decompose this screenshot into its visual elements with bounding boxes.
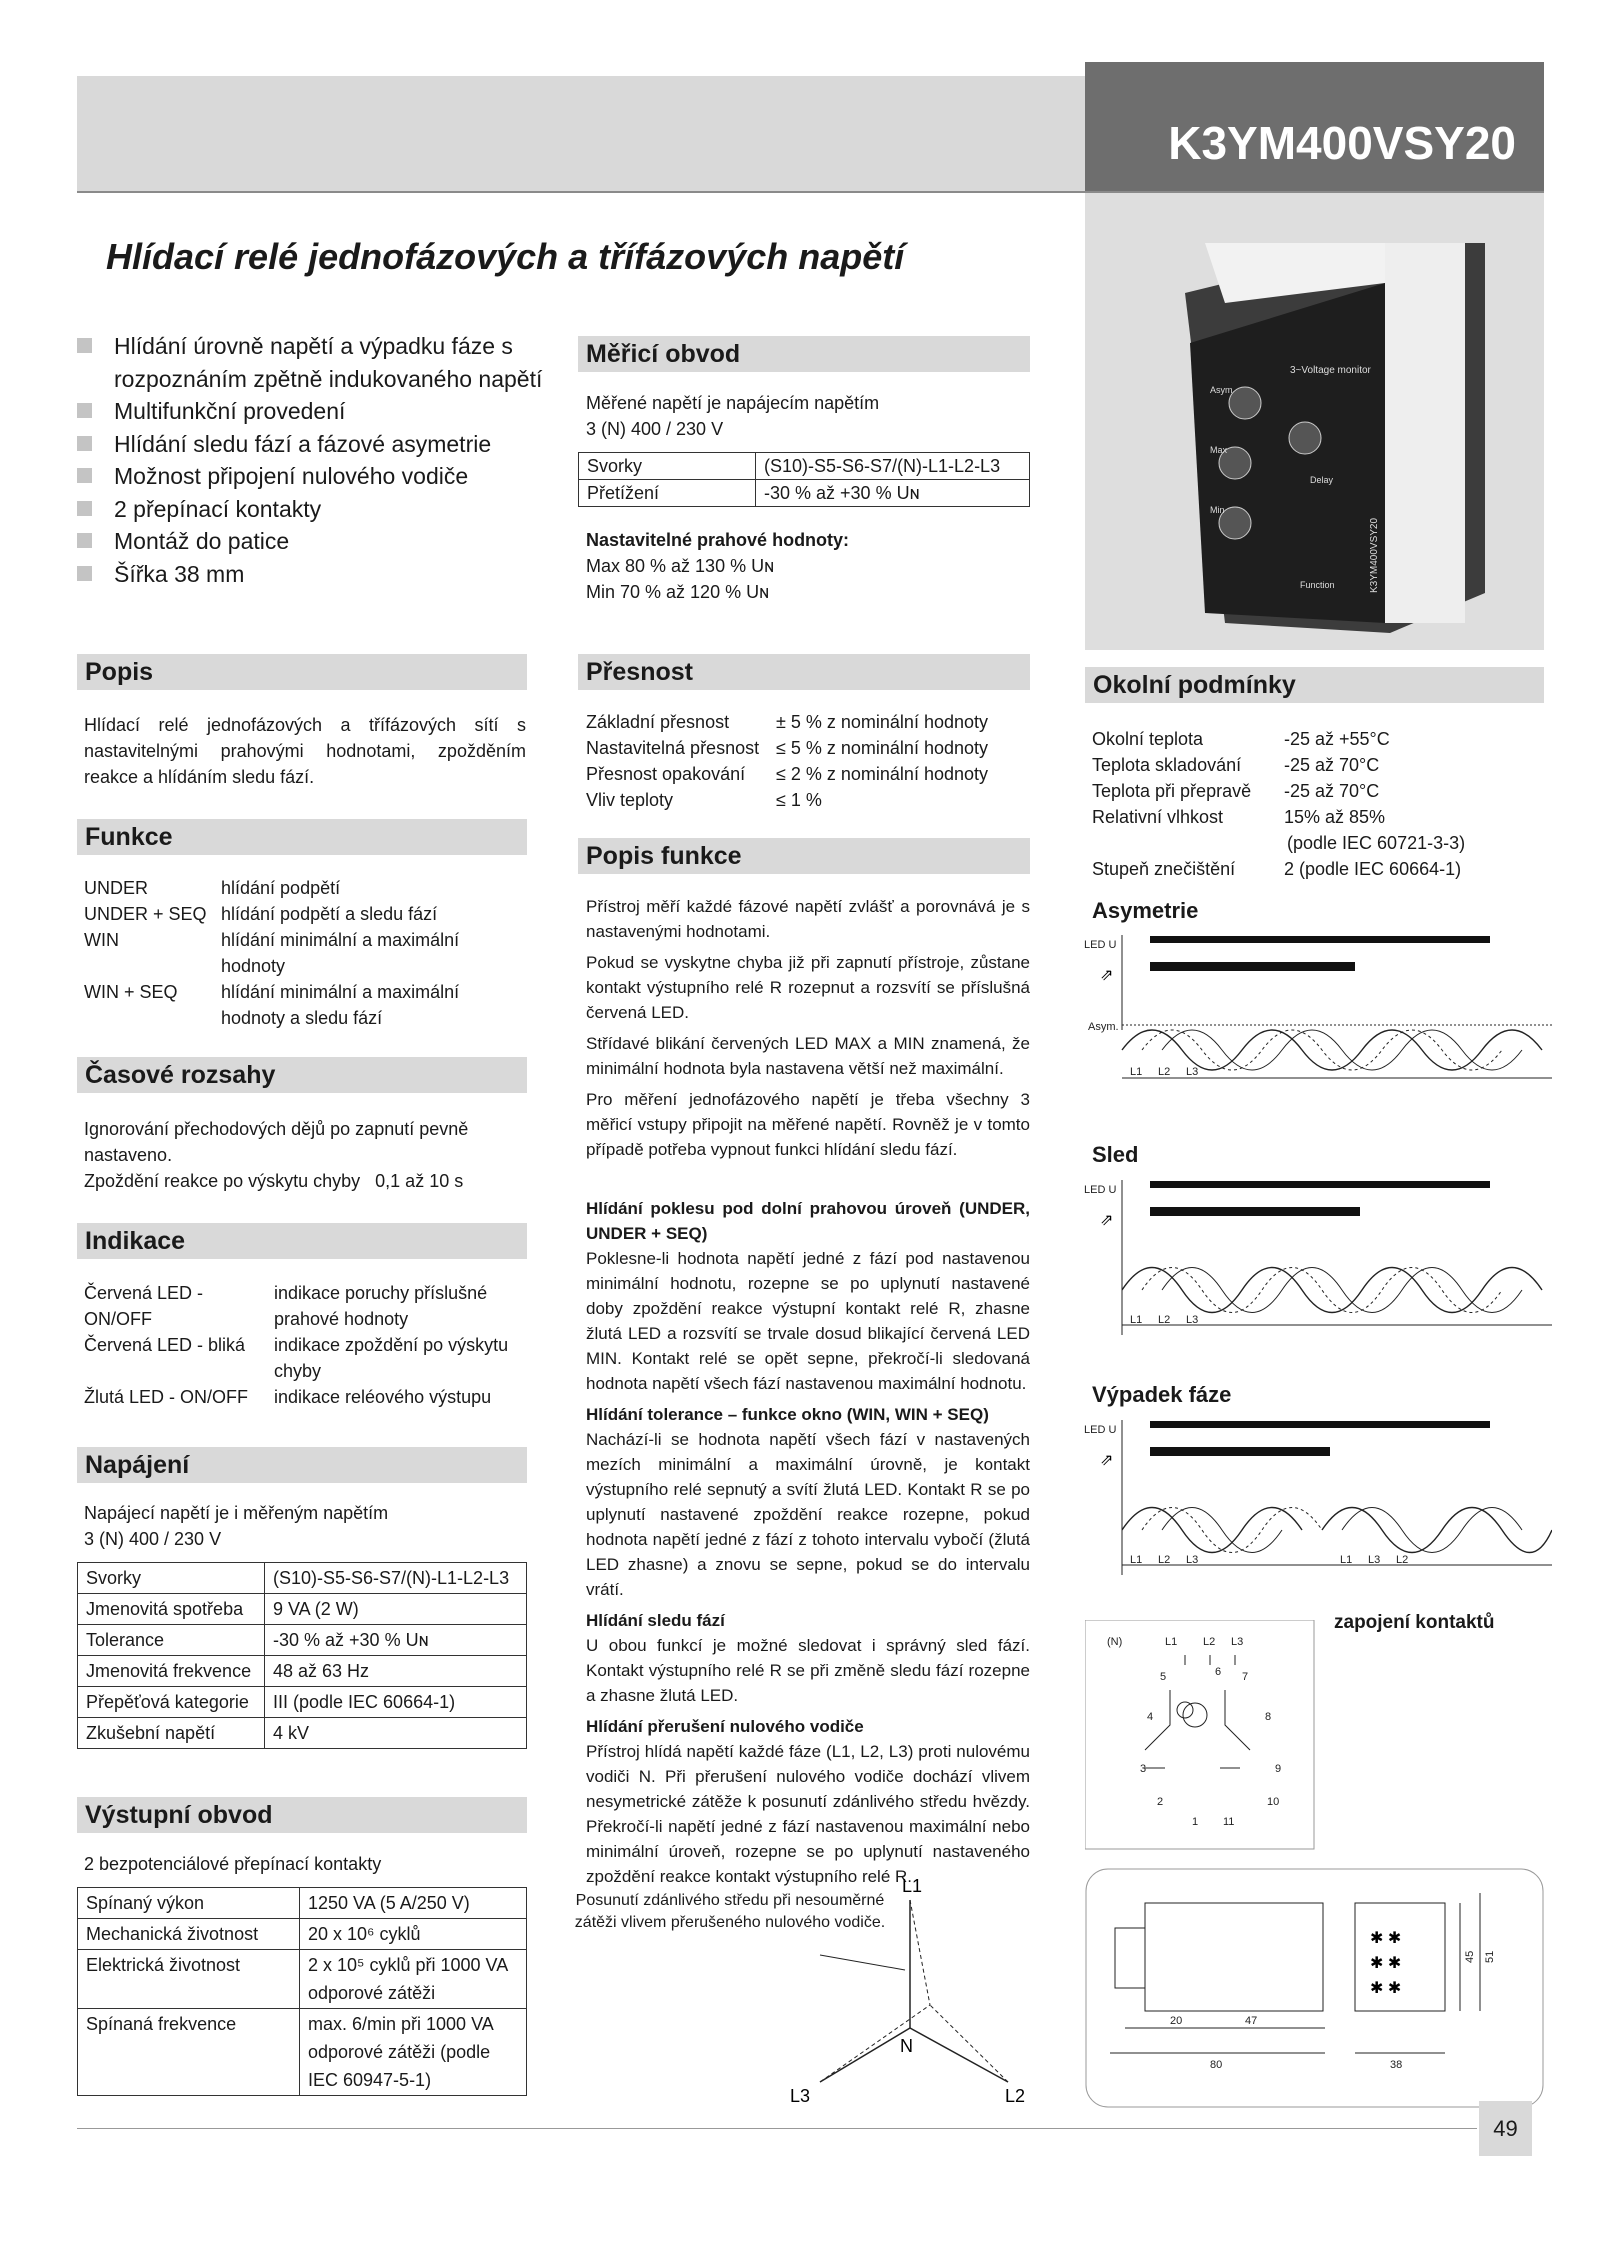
led-u-label: LED U — [1084, 1184, 1117, 1196]
napajeni-table — [77, 1562, 527, 1749]
table-row: Spínaná frekvence max. 6/min při 1000 VA odporové zátěži (podle IEC 60947-5-1) — [78, 2009, 527, 2096]
feature-list — [77, 330, 547, 590]
led-u-label: LED U — [1084, 939, 1117, 951]
asym-diagram-title: Asymetrie — [1092, 898, 1199, 923]
presnost-list — [586, 709, 988, 813]
dim-side-view — [1145, 1903, 1323, 2011]
popis-text: Hlídací relé jednofázových a třífázových sítí s nastavitelnými prahovými hodnotami, zpožděním reakce a hlídáním sledu fází. — [84, 715, 526, 787]
sled-timing-diagram — [1082, 1175, 1552, 1350]
contacts-title: zapojení kontaktů — [1334, 1612, 1495, 1633]
presnost-row: Přesnost opakování ≤ 2 % z nominální hodnoty — [586, 764, 989, 784]
presnost-heading: Přesnost — [578, 654, 1030, 690]
merici-text: Měřené napětí je napájecím napětím 3 (N) 400 / 230 V — [586, 393, 880, 439]
table-row: Jmenovitá frekvence 48 až 63 Hz — [78, 1656, 527, 1687]
terminal-l2-label: L2 — [1203, 1636, 1216, 1648]
wave-label-l1: L1 — [1130, 1554, 1143, 1566]
photo-label-min: Min — [1210, 505, 1225, 515]
label-l1: L1 — [902, 1876, 923, 1896]
casove-text: Ignorování přechodových dějů po zapnutí pevně nastaveno. Zpoždění reakce po výskytu chyby 0,1 až 10 s — [84, 1119, 469, 1191]
table-row: Jmenovitá spotřeba 9 VA (2 W) — [78, 1594, 527, 1625]
vypadek-diagram-title: Výpadek fáze — [1092, 1382, 1232, 1407]
label-l3: L3 — [790, 2086, 811, 2106]
dimension-drawing — [1085, 1868, 1544, 2108]
table-row: Přepěťová kategorie III (podle IEC 60664-1) — [78, 1687, 527, 1718]
vystupni-table — [77, 1887, 527, 2096]
wave-label-l1: L1 — [1130, 1314, 1143, 1326]
photo-label-function: Function — [1300, 580, 1335, 590]
terminal-label: 11 — [1223, 1816, 1235, 1828]
relay-bar — [1150, 962, 1355, 971]
terminal-label: 6 — [1215, 1666, 1222, 1678]
bullet-icon — [77, 436, 92, 451]
knob-icon — [1289, 422, 1321, 454]
feature-item: Hlídání sledu fází a fázové asymetrie — [77, 428, 547, 461]
photo-label-side: K3YM400VSY20 — [1369, 517, 1380, 593]
terminal-circle — [1177, 1702, 1193, 1718]
presnost-row: Základní přesnost ± 5 % z nominální hodnoty — [586, 712, 989, 732]
star-shift-line — [930, 2005, 1008, 2082]
bullet-icon — [77, 566, 92, 581]
dim-label: 20 — [1170, 2015, 1183, 2027]
wave-label-l2: L2 — [1158, 1314, 1171, 1326]
wave-label-l3: L3 — [1186, 1554, 1199, 1566]
screw-icon: ✱ ✱ — [1370, 1930, 1402, 1947]
terminal-label: 1 — [1192, 1816, 1199, 1828]
wave-label-l2: L2 — [1158, 1554, 1171, 1566]
pointer-line — [820, 1955, 905, 1970]
terminal-label: 9 — [1275, 1763, 1282, 1775]
okolni-list — [1092, 726, 1465, 882]
vystupni-heading: Výstupní obvod — [77, 1797, 527, 1833]
posunuti-caption: Posunutí zdánlivého středu při nesouměrné zátěži vlivem přerušeného nulového vodiče. — [574, 1892, 886, 1931]
product-code: K3YM400VSY20 — [1085, 62, 1544, 192]
label-l2: L2 — [1005, 2086, 1026, 2106]
wave-label-l1-after: L1 — [1340, 1554, 1353, 1566]
indikace-list — [84, 1280, 526, 1410]
funkce-row: WIN hlídání minimální a maximální hodnoty — [84, 930, 460, 976]
indikace-heading: Indikace — [77, 1223, 527, 1259]
indikace-row: Červená LED - bliká indikace zpoždění po výskytu chyby — [84, 1335, 509, 1381]
table-row: Svorky (S10)-S5-S6-S7/(N)-L1-L2-L3 — [78, 1563, 527, 1594]
popis-heading: Popis — [77, 654, 527, 690]
screw-icon: ✱ ✱ — [1370, 1980, 1402, 1997]
relay-coil — [1183, 1703, 1207, 1727]
vypadek-timing-diagram — [1082, 1415, 1552, 1590]
bullet-icon — [77, 338, 92, 353]
dim-socket — [1115, 1928, 1145, 1988]
sled-diagram-title: Sled — [1092, 1142, 1139, 1167]
asym-label: Asym. — [1088, 1021, 1119, 1033]
led-u-label: LED U — [1084, 1424, 1117, 1436]
page-number: 49 — [1479, 2101, 1532, 2156]
star-diagram — [780, 1870, 1050, 2110]
asym-timing-diagram — [1082, 930, 1552, 1110]
terminal-label: 2 — [1157, 1796, 1164, 1808]
led-bar — [1150, 936, 1490, 943]
terminal-label: 5 — [1160, 1671, 1167, 1683]
merici-table — [578, 452, 1030, 507]
bullet-icon — [77, 403, 92, 418]
merici-heading: Měřicí obvod — [578, 336, 1030, 372]
presnost-row: Nastavitelná přesnost ≤ 5 % z nominální hodnoty — [586, 738, 989, 758]
wave-l1 — [1122, 1268, 1542, 1313]
led-bar — [1150, 1421, 1490, 1428]
feature-item: Montáž do patice — [77, 525, 547, 558]
relay-icon: ⇗ — [1100, 1212, 1114, 1229]
presnost-row: Vliv teploty ≤ 1 % — [586, 790, 822, 810]
table-row: Přetížení -30 % až +30 % Uɴ — [579, 480, 1030, 507]
napajeni-text: Napájecí napětí je i měřeným napětím 3 (N) 400 / 230 V — [84, 1503, 389, 1549]
okolni-heading: Okolní podmínky — [1085, 667, 1544, 703]
popis-funkce-body: Přístroj měří každé fázové napětí zvlášť a porovnává je s nastavenými hodnotami. Pokud se vyskytne chyba již při zapnutí přístroje, zůstane kontakt výstupního relé R rozepnut a rozsvítí se příslušná červená LED. Střídavé blikání červených LED MAX a MIN znamená, že minimální hodnota byla nastavena větší než maximální. Pro měření jednofázového napětí je třeba všechny 3 měřicí vstupy připojit na měřené napětí. Rovněž je v tomto případě potřeba vypnout funkci hlídání sledu fází. Hlídání poklesu pod dolní prahovou úroveň (UNDER, UNDER + SEQ) Poklesne-li hodnota napětí jedné z fází pod nastavenou minimální hodnotu, rozepne se po uplynutí nastavené doby zpoždění reakce výstupní kontakt relé R, zhasne žlutá LED a rozsvítí se trvale dosud blikající červená LED MIN. Kontakt relé se opět sepne, překročí-li sledovaná hodnota napětí všech fází nastavenou maximální hodnotu. Hlídání tolerance – funkce okno (WIN, WIN + SEQ) Nachází-li se hodnota napětí všech fází v nastavených mezích minimální a maximální úrovně, je kontakt výstupního relé sepnutý a svítí žlutá LED. Kontakt R se po uplynutí nastavené zpoždění reakce rozepne, pokud hodnota napětí jedné z fází z tohoto intervalu vybočí (žlutá LED zhasne) a znovu se sepne, pokud se do intervalu vrátí. Hlídání sledu fází U obou funkcí je možné sledovat i správný sled fází. Kontakt výstupního relé R se při změně sledu fází rozepne a zhasne žlutá LED. Hlídání přerušení nulového vodiče Přístroj hlídá napětí každé fáze (L1, L2, L3) proti nulovému vodiči N. Při přerušení nulového vodiče dochází vlivem nesymetrické zátěže k posunutí zdánlivého středu hvězdy. Překročí-li napětí jedné z fází nastavenou maximální nebo minimální úroveň, rozepne se po uplynutí nastaveného zpoždění reakce kontakt výstupního relé R. — [586, 897, 1030, 1886]
funkce-list — [84, 875, 526, 1031]
feature-item: Multifunkční provedení — [77, 395, 547, 428]
terminal-label: 10 — [1267, 1796, 1280, 1808]
okolni-row: Teplota skladování -25 až 70°C — [1092, 755, 1380, 775]
napajeni-heading: Napájení — [77, 1447, 527, 1483]
relay-bar — [1150, 1447, 1330, 1456]
okolni-row: Relativní vlhkost 15% až 85% — [1092, 807, 1386, 827]
okolni-row: Okolní teplota -25 až +55°C — [1092, 729, 1390, 749]
wave-l1-after — [1322, 1508, 1552, 1553]
star-shift-line — [820, 2005, 930, 2082]
wire — [1225, 1690, 1250, 1750]
screw-icon: ✱ ✱ — [1370, 1955, 1402, 1972]
popis-funkce-heading: Popis funkce — [578, 838, 1030, 874]
contacts-frame — [1085, 1620, 1314, 1849]
label-n: N — [900, 2036, 913, 2056]
star-line — [820, 2028, 910, 2082]
terminal-n-label: (N) — [1107, 1636, 1123, 1648]
okolni-row: (podle IEC 60721-3-3) — [1287, 833, 1466, 853]
star-line — [910, 2028, 1008, 2082]
wave-label-l3: L3 — [1186, 1314, 1199, 1326]
wave-label-l3-after: L3 — [1368, 1554, 1381, 1566]
photo-label-delay: Delay — [1310, 475, 1334, 485]
funkce-row: WIN + SEQ hlídání minimální a maximální hodnoty a sledu fází — [84, 982, 460, 1028]
dim-label: 51 — [1484, 1950, 1496, 1963]
terminal-l1-label: L1 — [1165, 1636, 1178, 1648]
relay-icon: ⇗ — [1100, 1452, 1114, 1469]
knob-icon — [1229, 387, 1261, 419]
header-bar — [77, 76, 1085, 192]
funkce-heading: Funkce — [77, 819, 527, 855]
star-shift-line — [910, 1900, 930, 2005]
okolni-row: Stupeň znečištění 2 (podle IEC 60664-1) — [1092, 859, 1462, 879]
wave-label-l2: L2 — [1158, 1066, 1171, 1078]
wave-l3 — [1162, 1508, 1282, 1553]
relay-side — [1385, 243, 1465, 623]
indikace-row: Žlutá LED - ON/OFF indikace reléového výstupu — [84, 1387, 492, 1407]
photo-label-top: 3~Voltage monitor — [1290, 365, 1371, 376]
wave-label-l2-after: L2 — [1396, 1554, 1409, 1566]
bullet-icon — [77, 533, 92, 548]
relay-bar — [1150, 1207, 1360, 1216]
relay-photo-drawing — [1085, 193, 1544, 650]
terminal-label: 4 — [1147, 1711, 1154, 1723]
table-row: Zkušební napětí 4 kV — [78, 1718, 527, 1749]
table-row: Tolerance -30 % až +30 % Uɴ — [78, 1625, 527, 1656]
page-title: Hlídací relé jednofázových a třífázových napětí — [106, 236, 905, 277]
dim-label: 38 — [1390, 2059, 1403, 2071]
table-row: Mechanická životnost 20 x 10⁶ cyklů — [78, 1919, 527, 1950]
led-bar — [1150, 1181, 1490, 1188]
bullet-icon — [77, 501, 92, 516]
dim-label: 47 — [1245, 2015, 1258, 2027]
photo-label-max: Max — [1210, 445, 1228, 455]
feature-item: Hlídání úrovně napětí a výpadku fáze s rozpoznáním zpětně indukovaného napětí — [77, 330, 547, 395]
feature-item: Šířka 38 mm — [77, 558, 547, 591]
merici-thresholds: Nastavitelné prahové hodnoty: Max 80 % až 130 % Uɴ Min 70 % až 120 % Uɴ — [586, 530, 850, 602]
terminal-label: 7 — [1242, 1671, 1249, 1683]
table-row: Spínaný výkon 1250 VA (5 A/250 V) — [78, 1888, 527, 1919]
dim-label: 80 — [1210, 2059, 1223, 2071]
casove-heading: Časové rozsahy — [77, 1057, 527, 1093]
footer-divider — [77, 2128, 1477, 2129]
okolni-row: Teplota při přepravě -25 až 70°C — [1092, 781, 1380, 801]
terminal-l3-label: L3 — [1231, 1636, 1244, 1648]
table-row: Elektrická životnost 2 x 10⁵ cyklů při 1000 VA odporové zátěži — [78, 1950, 527, 2009]
feature-item: 2 přepínací kontakty — [77, 493, 547, 526]
funkce-row: UNDER hlídání podpětí — [84, 878, 341, 898]
terminal-label: 3 — [1140, 1763, 1147, 1775]
relay-icon: ⇗ — [1100, 967, 1114, 984]
photo-label-asym: Asym — [1210, 385, 1233, 395]
indikace-row: Červená LED - ON/OFF indikace poruchy příslušné prahové hodnoty — [84, 1283, 488, 1329]
table-row: Svorky (S10)-S5-S6-S7/(N)-L1-L2-L3 — [579, 453, 1030, 480]
wave-l1 — [1122, 1030, 1542, 1070]
contacts-diagram — [1085, 1620, 1315, 1850]
wave-label-l3: L3 — [1186, 1066, 1199, 1078]
terminal-label: 8 — [1265, 1711, 1272, 1723]
funkce-row: UNDER + SEQ hlídání podpětí a sledu fází — [84, 904, 438, 924]
bullet-icon — [77, 468, 92, 483]
feature-item: Možnost připojení nulového vodiče — [77, 460, 547, 493]
product-photo — [1085, 193, 1544, 650]
dim-label: 45 — [1464, 1950, 1476, 1963]
vystupni-text: 2 bezpotenciálové přepínací kontakty — [84, 1854, 382, 1874]
wave-label-l1: L1 — [1130, 1066, 1143, 1078]
